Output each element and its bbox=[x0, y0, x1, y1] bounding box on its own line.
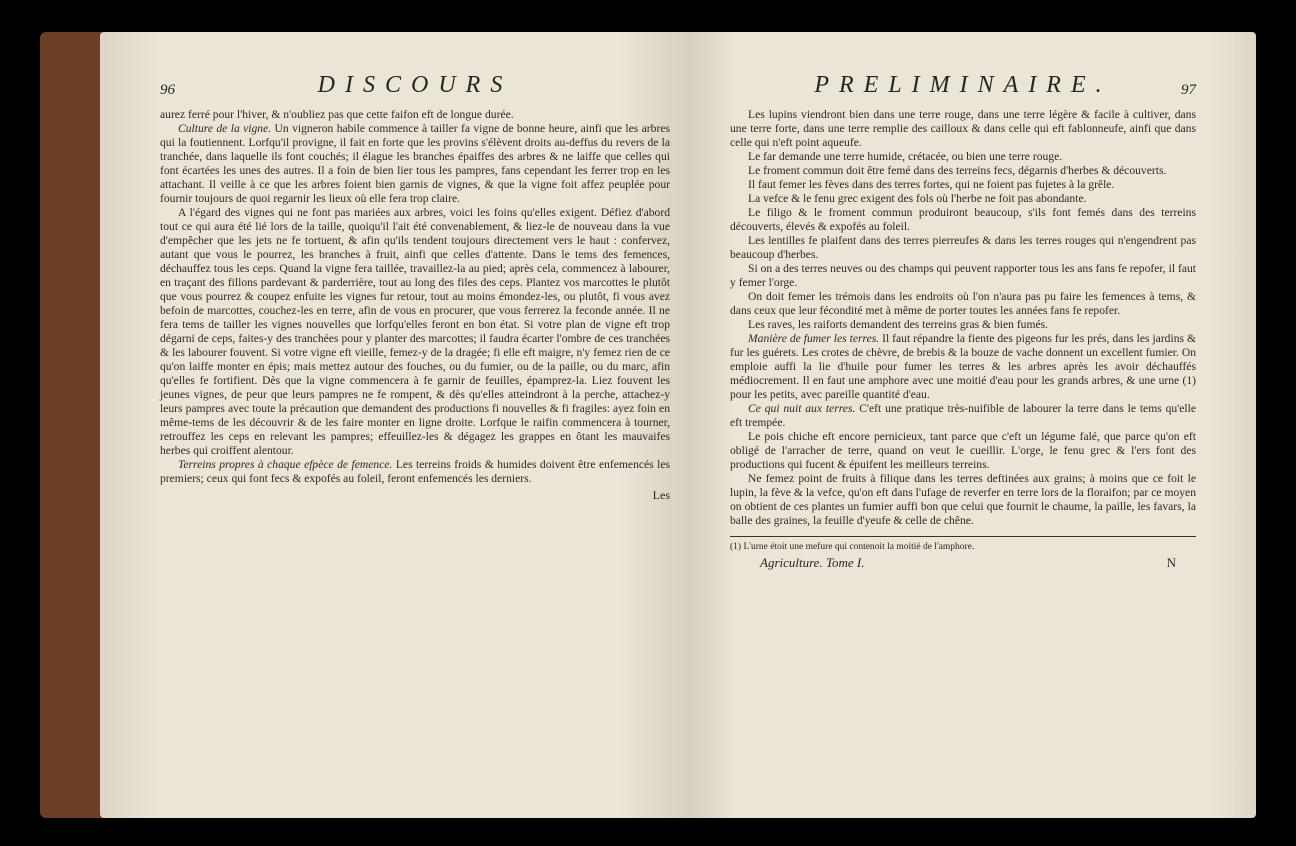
footnote-rule bbox=[730, 536, 1196, 537]
paragraph-text: Il faut répandre la fiente des pigeons fur les prés, dans les jardins & fur les guérets. Les crotes de chèvre, de brebis & la bouze de vache donnent un excellent fumier. On emploie auffi la lie d'huile pour fumer les terres & les arbres après les avoir déchauffés médiocrement. Il en faut une amphore avec une moitié d'eau pour les grands arbres, & une urne (1) pour les petits, avec pareille quantité d'eau. bbox=[730, 332, 1196, 401]
paragraph-text: Les raves, les raiforts demandent des terreins gras & bien fumés. bbox=[748, 318, 1049, 331]
paragraph-text: Les terreins froids & humides doivent être enfemencés les premiers; ceux qui font fecs & expofés au foleil, feront enfemencés les derniers. bbox=[160, 458, 671, 485]
left-page bbox=[100, 32, 690, 818]
left-header bbox=[160, 72, 670, 108]
paragraph-text: Le froment commun doit être femé dans des terreins fecs, dégarnis d'herbes & découverts. bbox=[748, 164, 1167, 177]
paragraph bbox=[730, 290, 1196, 318]
paragraph-text: On doit femer les trémois dans les endroits où l'on n'aura pas pu faire les femences à tems, & dans ceux que leur fécondité met à même de porter toutes les années fans fe repofer. bbox=[730, 290, 1196, 317]
left-body-text bbox=[160, 108, 670, 486]
paragraph bbox=[160, 108, 670, 122]
paragraph bbox=[730, 332, 1196, 402]
right-page-number: 97 bbox=[1181, 82, 1196, 98]
paragraph bbox=[160, 122, 670, 206]
paragraph-text: Le pois chiche eft encore pernicieux, tant parce que c'eft un légume falé, que parce qu'on eft obligé de l'arracher de terre, quand on veut le cueillir. L'orge, le fenu grec & l'ers font des productions qui fucent & épuifent les meilleurs terreins. bbox=[730, 430, 1196, 471]
signature-title: Agriculture. Tome I. bbox=[760, 555, 865, 570]
paragraph bbox=[730, 402, 1196, 430]
right-page bbox=[690, 32, 1256, 818]
paragraph-text: A l'égard des vignes qui ne font pas mariées aux arbres, voici les foins qu'elles exigent. Défiez d'abord tout ce qui aura été lié lors de la taille, quoiqu'il l'ait été convenablement, & liez-le de nouveau dans la vue d'empêcher que les jets ne fe tortuent, & afin qu'ils tendent toujours directement vers le haut : confervez, autant que vous le pourrez, les branches à fruit, ainfi que celles d'attente. Dans le tems des femences, déchauffez tous les ceps. Quand la vigne fera taillée, travaillez-la au pied; après cela, commencez à labourer, en traçant des fillons pardevant & parderrière, tout au long des files des ceps. Plantez vos marcottes le plutôt que vous pourrez & coupez enfuite les vignes fur retour, tout au moins émondez-les, ou plutôt, fi vous avez befoin de marcottes, couchez-les en terre, afin de vous en procurer, que vous ferrerez la feconde année. Il ne fera tems de tailler les vignes nouvelles que lorfqu'elles feront en bon état. Si votre plan de vigne eft trop dégarni de ceps, faites-y des tranchées pour y planter des marcottes; il faudra écarter l'ombre de ces tranchées & les labourer fouvent. Si votre vigne eft vieille, femez-y de la dragée; fi elle eft maigre, n'y femez rien de ce qu'on laiffe monter en épis; mais mettez autour des fouches, ou du fumier, ou de la paille, ou du marc, afin qu'elles fe fortifient. Dès que la vigne commencera à fe garnir de feuilles, épamprez-la. Liez fouvent les jeunes vignes, de peur que leurs pampres ne fe rompent, & dès qu'elles atteindront à la perche, attachez-y leurs pampres avec toute la précaution que demandent des productions fi nouvelles & fi fragiles: ayez foin en même-tems de les découvrir & de les faire monter en ligne droite. Lorfque le raifin commencera à tourner, retrouffez les ceps en relevant les pampres; effeuillez-les & dégagez les grappes en ôtant les mauvaifes herbes qui croiffent alentour. bbox=[160, 206, 670, 457]
paragraph bbox=[730, 262, 1196, 290]
paragraph-text: C'eft une pratique très-nuifible de labourer la terre dans le tems qu'elle eft trempée. bbox=[730, 402, 1196, 429]
signature-line bbox=[730, 555, 1196, 571]
paragraph-text: Les lentilles fe plaifent dans des terres pierreufes & dans les terres rouges qui n'engendrent pas beaucoup d'herbes. bbox=[730, 234, 1196, 261]
paragraph-text: aurez ferré pour l'hiver, & n'oubliez pas que cette faifon eft de longue durée. bbox=[160, 108, 514, 121]
paragraph-text: Le filigo & le froment commun produiront beaucoup, s'ils font femés dans des terreins découverts, élevés & expofés au foleil. bbox=[730, 206, 1196, 233]
paragraph bbox=[730, 430, 1196, 472]
left-running-head: DISCOURS bbox=[317, 72, 513, 98]
section-heading: Terreins propres à chaque efpèce de femence. bbox=[178, 458, 393, 471]
paragraph-text: La vefce & le fenu grec exigent des fols où l'herbe ne foit pas abondante. bbox=[748, 192, 1087, 205]
paragraph-text: Si on a des terres neuves ou des champs qui peuvent rapporter tous les ans fans fe repofer, il faut y femer l'orge. bbox=[730, 262, 1196, 289]
footnote: (1) L'urne étoit une mefure qui contenoit la moitié de l'amphore. bbox=[730, 542, 975, 552]
paragraph bbox=[730, 108, 1196, 150]
section-heading: Ce qui nuit aux terres. bbox=[748, 402, 856, 415]
paragraph bbox=[160, 206, 670, 458]
paragraph-text: Ne femez point de fruits à filique dans les terres deftinées aux grains; à moins que ce foit le lupin, la fève & la vefce, qu'on eft dans l'ufage de reverfer en terre lors de la floraifon; par ce moyen on obtient de ces plantes un fumier auffi bon que celui que fournit le chaume, la paille, les favars, la balle des graines, la feuille d'yeufe & celle de chêne. bbox=[730, 472, 1196, 527]
paragraph bbox=[160, 458, 670, 486]
paragraph bbox=[730, 192, 1196, 206]
right-body-text bbox=[730, 108, 1196, 528]
paragraph bbox=[730, 178, 1196, 192]
paragraph-text: Le far demande une terre humide, crétacée, ou bien une terre rouge. bbox=[748, 150, 1063, 163]
paragraph bbox=[730, 150, 1196, 164]
paragraph bbox=[730, 234, 1196, 262]
paragraph-text: Les lupins viendront bien dans une terre rouge, dans une terre légère & facile à cultiver, dans une terre forte, dans une terre remplie des cailloux & dans celle qui eft fablonneufe, ainfi que dans celle qui n'eft point aqueufe. bbox=[730, 108, 1196, 149]
left-catchword: Les bbox=[652, 488, 670, 502]
section-heading: Manière de fumer les terres. bbox=[748, 332, 880, 345]
paragraph-text: Un vigneron habile commence à tailler fa vigne de bonne heure, ainfi que les arbres qui la foutiennent. Lorfqu'il provigne, il fait en forte que les provins s'élèvent droits au-deffus du revers de la tranchée, dans laquelle ils font couchés; il élague les branches épaiffes des arbres & ne laiffe que celles qui font écartées les unes des autres. Il a foin de bien lier tous les pampres, fans cependant les ferrer trop en les attachant. Il veille à ce que les arbres foient bien garnis de vignes, & que la vigne foit affez peuplée pour fournir toujours de quoi regarnir les lieux où elle fera trop claire. bbox=[160, 122, 670, 205]
right-running-head: PRELIMINAIRE. bbox=[814, 72, 1112, 98]
section-heading: Culture de la vigne. bbox=[178, 122, 272, 135]
left-page-number: 96 bbox=[160, 82, 175, 98]
paragraph bbox=[730, 318, 1196, 332]
paragraph-text: Il faut femer les fèves dans des terres fortes, qui ne foient pas fujetes à la grêle. bbox=[748, 178, 1115, 191]
signature-mark: N bbox=[1166, 555, 1176, 570]
right-header bbox=[730, 72, 1196, 108]
paragraph bbox=[730, 472, 1196, 528]
paragraph bbox=[730, 206, 1196, 234]
book-spread bbox=[40, 32, 1256, 818]
paragraph bbox=[730, 164, 1196, 178]
